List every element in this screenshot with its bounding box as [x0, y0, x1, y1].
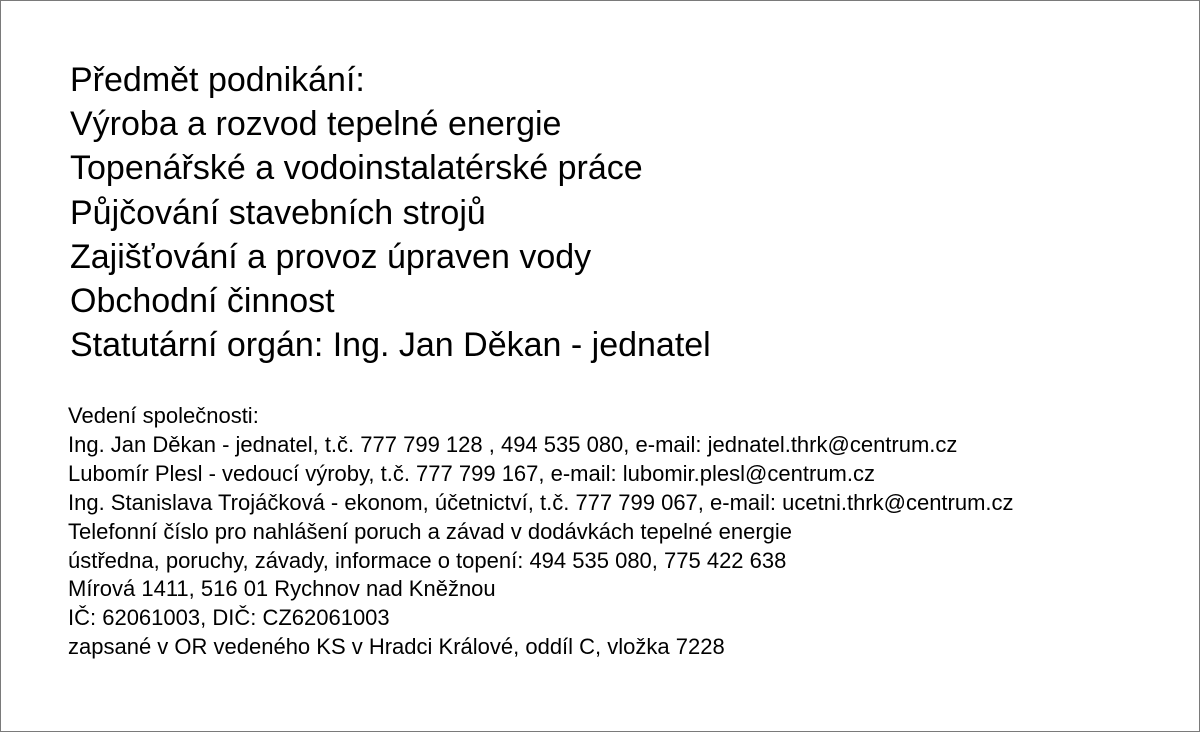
registration-note: zapsané v OR vedeného KS v Hradci Králové, oddíl C, vložka 7228 [68, 634, 725, 660]
contact-line: Lubomír Plesl - vedoucí výroby, t.č. 777 799 167, e-mail: lubomir.plesl@centrum.cz [68, 460, 875, 486]
management-heading: Vedení společnosti: [68, 403, 259, 428]
management-section [68, 402, 1188, 662]
activity-item: Zajišťování a provoz úpraven vody [70, 237, 592, 276]
business-activities-section [70, 58, 1170, 367]
hotline-numbers: ústředna, poruchy, závady, informace o topení: 494 535 080, 775 422 638 [68, 547, 787, 573]
address: Mírová 1411, 516 01 Rychnov nad Kněžnou [68, 576, 496, 602]
contact-line: Ing. Stanislava Trojáčková - ekonom, účetnictví, t.č. 777 799 067, e-mail: ucetni.thrk@centrum.cz [68, 489, 1014, 515]
statutory-body: Statutární orgán: Ing. Jan Děkan - jednatel [70, 326, 711, 365]
hotline-heading: Telefonní číslo pro nahlášení poruch a závad v dodávkách tepelné energie [68, 518, 793, 544]
business-activities-heading: Předmět podnikání: [70, 61, 365, 99]
activity-item: Topenářské a vodoinstalatérské práce [70, 149, 643, 188]
contact-line: Ing. Jan Děkan - jednatel, t.č. 777 799 128 , 494 535 080, e-mail: jednatel.thrk@centrum.cz [68, 431, 958, 457]
activity-item: Výroba a rozvod tepelné energie [70, 105, 562, 144]
activity-item: Obchodní činnost [70, 282, 335, 321]
company-ids: IČ: 62061003, DIČ: CZ62061003 [68, 605, 390, 631]
activity-item: Půjčování stavebních strojů [70, 193, 486, 232]
